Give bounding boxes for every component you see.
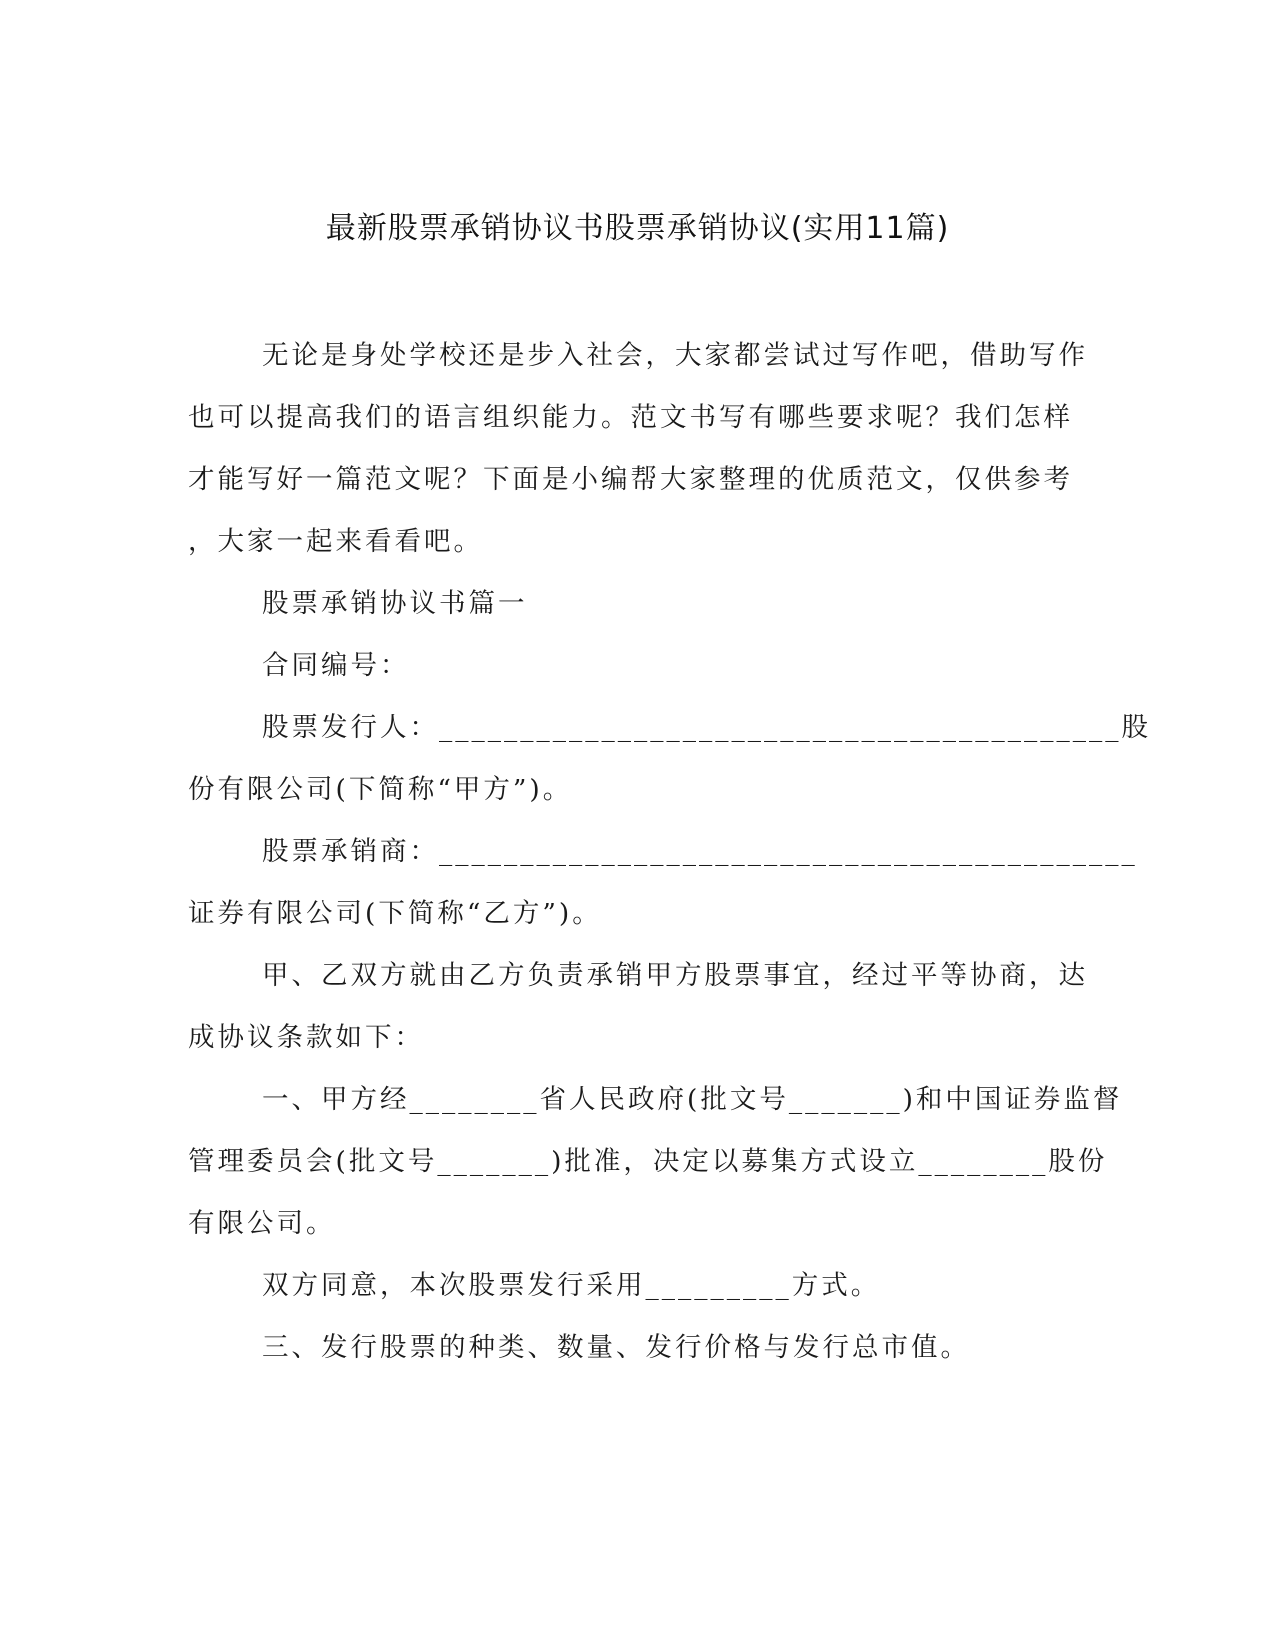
issuer-line: 股票发行人：__________________________________________股 (262, 712, 1151, 743)
section-heading: 股票承销协议书篇一 (262, 588, 528, 619)
paragraph-line: ，大家一起来看看吧。 (188, 526, 483, 557)
paragraph-line: 也可以提高我们的语言组织能力。范文书写有哪些要求呢？我们怎样 (188, 402, 1073, 433)
paragraph-line: 无论是身处学校还是步入社会，大家都尝试过写作吧，借助写作 (262, 340, 1088, 371)
underwriter-line: 股票承销商：___________________________________________ (262, 836, 1138, 867)
issuer-line-continued: 份有限公司(下简称“甲方”)。 (188, 774, 573, 805)
clause-line: 一、甲方经________省人民政府(批文号_______)和中国证券监督 (262, 1084, 1123, 1115)
clause-line: 双方同意，本次股票发行采用_________方式。 (262, 1270, 881, 1301)
paragraph-line: 成协议条款如下： (188, 1022, 424, 1053)
document-title: 最新股票承销协议书股票承销协议(实用11篇) (325, 211, 950, 246)
underwriter-line-continued: 证券有限公司(下简称“乙方”)。 (188, 898, 602, 929)
paragraph-line: 甲、乙双方就由乙方负责承销甲方股票事宜，经过平等协商，达 (262, 960, 1088, 991)
paragraph-line: 才能写好一篇范文呢？下面是小编帮大家整理的优质范文，仅供参考 (188, 464, 1073, 495)
clause-line: 管理委员会(批文号_______)批准，决定以募集方式设立________股份 (188, 1146, 1108, 1177)
clause-line: 三、发行股票的种类、数量、发行价格与发行总市值。 (262, 1332, 970, 1363)
contract-number-label: 合同编号： (262, 650, 410, 681)
clause-line: 有限公司。 (188, 1208, 336, 1239)
